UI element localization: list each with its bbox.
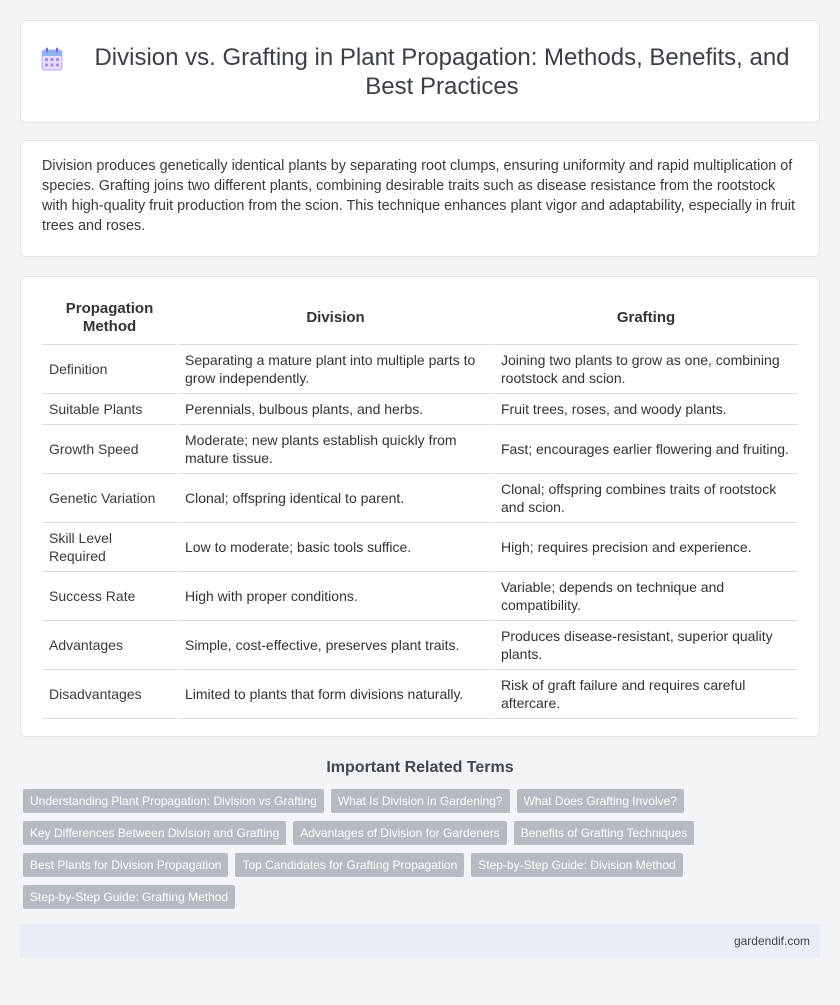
- table-row: [43, 474, 797, 523]
- header-propagation-method: Propagation Method: [43, 292, 176, 345]
- grafting-cell: Variable; depends on technique and compatibility.: [492, 572, 797, 621]
- division-cell: Low to moderate; basic tools suffice.: [176, 523, 492, 572]
- table-row: [43, 572, 797, 621]
- related-terms-section: [0, 759, 840, 917]
- calendar-icon: [41, 47, 63, 71]
- header-division: Division: [176, 292, 492, 345]
- intro-card: [20, 140, 820, 257]
- division-cell: Perennials, bulbous plants, and herbs.: [176, 394, 492, 425]
- grafting-cell: High; requires precision and experience.: [492, 523, 797, 572]
- table-row: [43, 621, 797, 670]
- related-tags: [0, 789, 840, 917]
- related-tag[interactable]: Key Differences Between Division and Grafting: [23, 821, 286, 845]
- intro-paragraph: Division produces genetically identical plants by separating root clumps, ensuring uniformity and rapid multiplication of species. Grafting joins two different plants, combining desirable traits such as disease resistance from the rootstock with high-quality fruit production from the scion. This technique enhances plant vigor and adaptability, especially in fruit trees and roses.: [42, 158, 795, 234]
- division-cell: Clonal; offspring identical to parent.: [176, 474, 492, 523]
- grafting-cell: Joining two plants to grow as one, combining rootstock and scion.: [492, 345, 797, 394]
- page-title: Division vs. Grafting in Plant Propagation: Methods, Benefits, and Best Practices: [94, 43, 790, 100]
- table-header-row: [43, 292, 797, 345]
- related-tag[interactable]: Benefits of Grafting Techniques: [514, 821, 695, 845]
- header-card: [20, 20, 820, 123]
- related-terms-title: Important Related Terms: [326, 759, 514, 776]
- division-cell: Limited to plants that form divisions naturally.: [176, 670, 492, 719]
- grafting-cell: Risk of graft failure and requires careful aftercare.: [492, 670, 797, 719]
- row-label: Growth Speed: [43, 425, 176, 474]
- grafting-cell: Fruit trees, roses, and woody plants.: [492, 394, 797, 425]
- grafting-cell: Produces disease-resistant, superior quality plants.: [492, 621, 797, 670]
- footer-site[interactable]: gardendif.com: [733, 933, 810, 948]
- related-tag[interactable]: Top Candidates for Grafting Propagation: [235, 853, 464, 877]
- comparison-table-card: [20, 276, 820, 737]
- row-label: Definition: [43, 345, 176, 394]
- row-label: Success Rate: [43, 572, 176, 621]
- row-label: Disadvantages: [43, 670, 176, 719]
- division-cell: Moderate; new plants establish quickly from mature tissue.: [176, 425, 492, 474]
- grafting-cell: Fast; encourages earlier flowering and fruiting.: [492, 425, 797, 474]
- related-tag[interactable]: Best Plants for Division Propagation: [23, 853, 228, 877]
- related-tag[interactable]: What Is Division in Gardening?: [331, 789, 510, 813]
- related-tag[interactable]: Step-by-Step Guide: Division Method: [471, 853, 682, 877]
- table-row: [43, 523, 797, 572]
- row-label: Advantages: [43, 621, 176, 670]
- related-tag[interactable]: Step-by-Step Guide: Grafting Method: [23, 885, 235, 909]
- division-cell: High with proper conditions.: [176, 572, 492, 621]
- related-tag[interactable]: What Does Grafting Involve?: [517, 789, 684, 813]
- table-row: [43, 394, 797, 425]
- table-row: [43, 425, 797, 474]
- row-label: Genetic Variation: [43, 474, 176, 523]
- comparison-table: [43, 292, 797, 719]
- related-tag[interactable]: Advantages of Division for Gardeners: [293, 821, 506, 845]
- row-label: Suitable Plants: [43, 394, 176, 425]
- division-cell: Separating a mature plant into multiple parts to grow independently.: [176, 345, 492, 394]
- row-label: Skill Level Required: [43, 523, 176, 572]
- table-row: [43, 345, 797, 394]
- division-cell: Simple, cost-effective, preserves plant traits.: [176, 621, 492, 670]
- table-row: [43, 670, 797, 719]
- grafting-cell: Clonal; offspring combines traits of rootstock and scion.: [492, 474, 797, 523]
- header-grafting: Grafting: [492, 292, 797, 345]
- related-tag[interactable]: Understanding Plant Propagation: Division vs Grafting: [23, 789, 324, 813]
- footer: [20, 924, 820, 957]
